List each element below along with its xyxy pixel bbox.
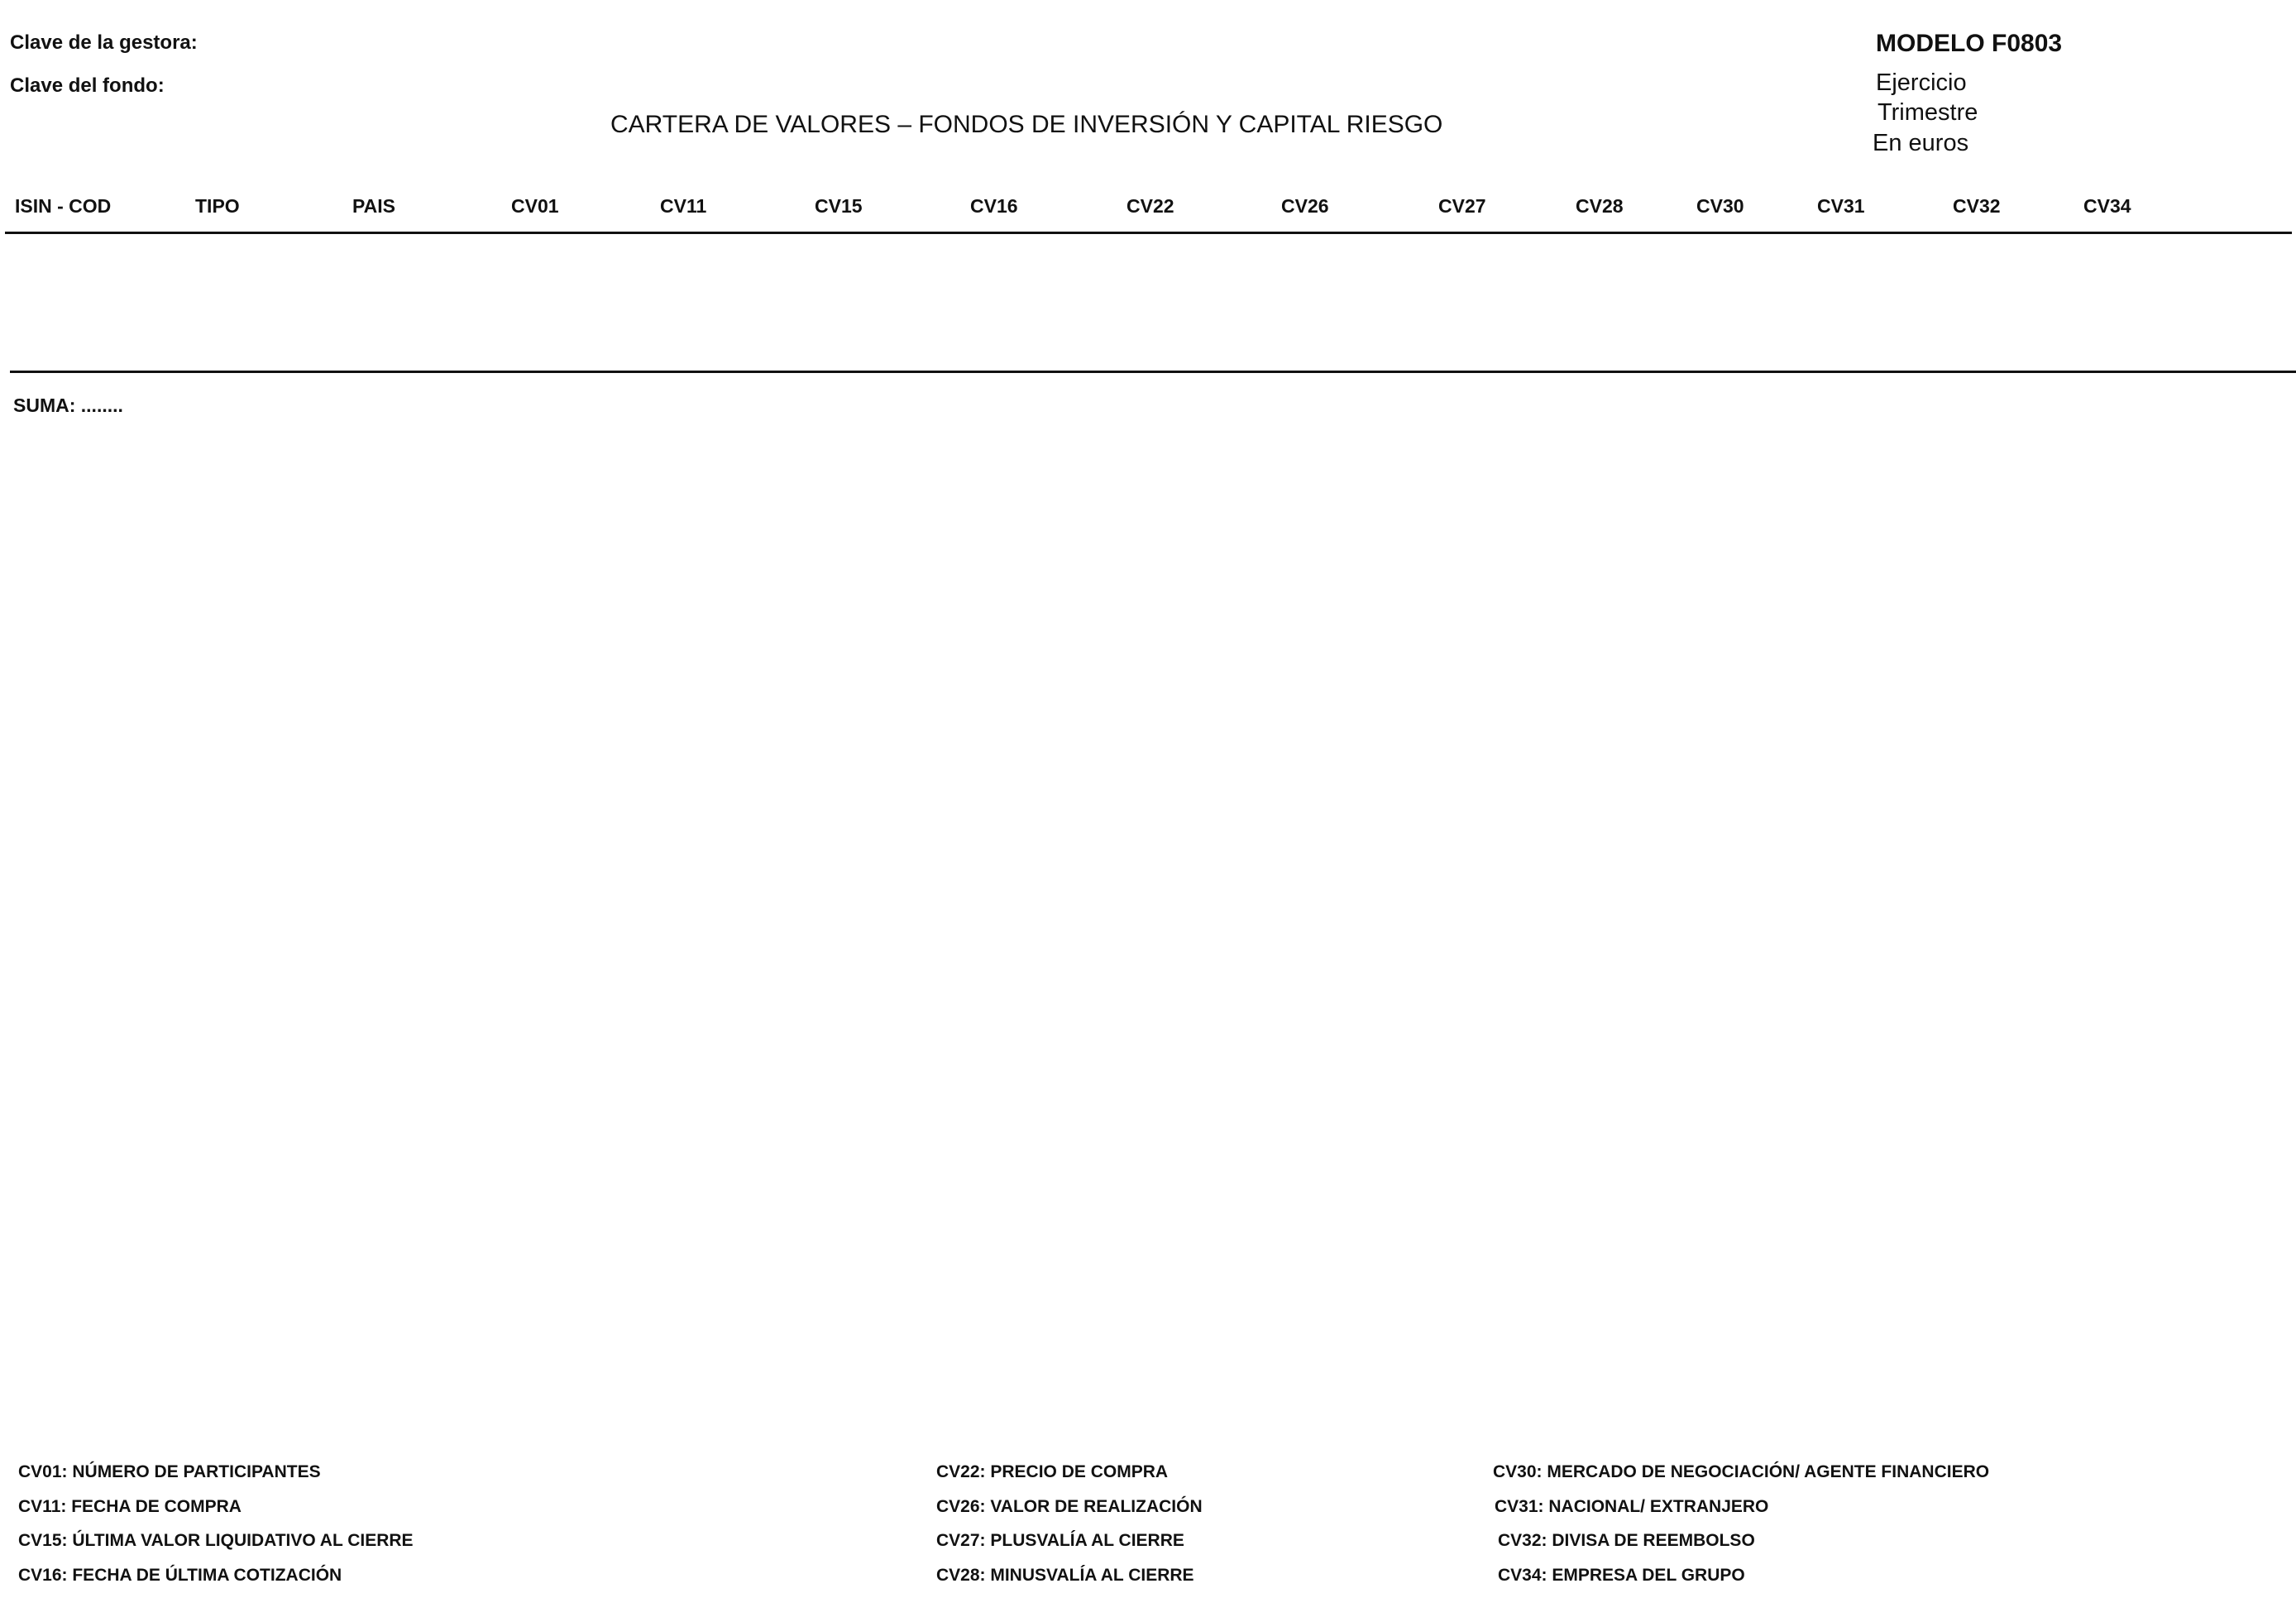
legend-item-cv16: CV16: FECHA DE ÚLTIMA COTIZACIÓN	[18, 1566, 342, 1585]
col-header-cv30: CV30	[1696, 195, 1744, 217]
legend-item-cv28: CV28: MINUSVALÍA AL CIERRE	[936, 1566, 1194, 1585]
col-header-cv27: CV27	[1438, 195, 1486, 217]
table-bottom-rule	[10, 371, 2296, 373]
legend-item-cv01: CV01: NÚMERO DE PARTICIPANTES	[18, 1462, 321, 1481]
legend-item-cv15: CV15: ÚLTIMA VALOR LIQUIDATIVO AL CIERRE	[18, 1531, 414, 1550]
col-header-cv31: CV31	[1817, 195, 1865, 217]
col-header-cv15: CV15	[815, 195, 863, 217]
legend-item-cv11: CV11: FECHA DE COMPRA	[18, 1497, 242, 1516]
clave-gestora-label: Clave de la gestora:	[10, 31, 198, 54]
currency-label: En euros	[1873, 130, 1969, 156]
legend-item-cv32: CV32: DIVISA DE REEMBOLSO	[1498, 1531, 1755, 1550]
col-header-cv16: CV16	[970, 195, 1018, 217]
legend-item-cv34: CV34: EMPRESA DEL GRUPO	[1498, 1566, 1745, 1585]
legend-item-cv30: CV30: MERCADO DE NEGOCIACIÓN/ AGENTE FINANCIERO	[1493, 1462, 1990, 1481]
col-header-pais: PAIS	[352, 195, 395, 217]
page-title: CARTERA DE VALORES – FONDOS DE INVERSIÓN Y CAPITAL RIESGO	[610, 111, 1443, 138]
col-header-cv34: CV34	[2083, 195, 2131, 217]
col-header-cv11: CV11	[660, 195, 707, 217]
col-header-cv01: CV01	[511, 195, 559, 217]
col-header-tipo: TIPO	[195, 195, 240, 217]
clave-fondo-label: Clave del fondo:	[10, 74, 165, 97]
legend-item-cv27: CV27: PLUSVALÍA AL CIERRE	[936, 1531, 1184, 1550]
col-header-isin-cod: ISIN - COD	[15, 195, 112, 217]
ejercicio-label: Ejercicio	[1876, 69, 1967, 96]
col-header-cv32: CV32	[1953, 195, 2001, 217]
legend-item-cv26: CV26: VALOR DE REALIZACIÓN	[936, 1497, 1203, 1516]
col-header-cv26: CV26	[1281, 195, 1329, 217]
col-header-cv22: CV22	[1126, 195, 1174, 217]
modelo-label: MODELO F0803	[1876, 30, 2063, 57]
suma-label: SUMA: ........	[13, 395, 123, 416]
legend-item-cv31: CV31: NACIONAL/ EXTRANJERO	[1495, 1497, 1769, 1516]
trimestre-label: Trimestre	[1877, 99, 1978, 126]
table-top-rule	[5, 232, 2292, 234]
col-header-cv28: CV28	[1576, 195, 1624, 217]
legend-item-cv22: CV22: PRECIO DE COMPRA	[936, 1462, 1169, 1481]
